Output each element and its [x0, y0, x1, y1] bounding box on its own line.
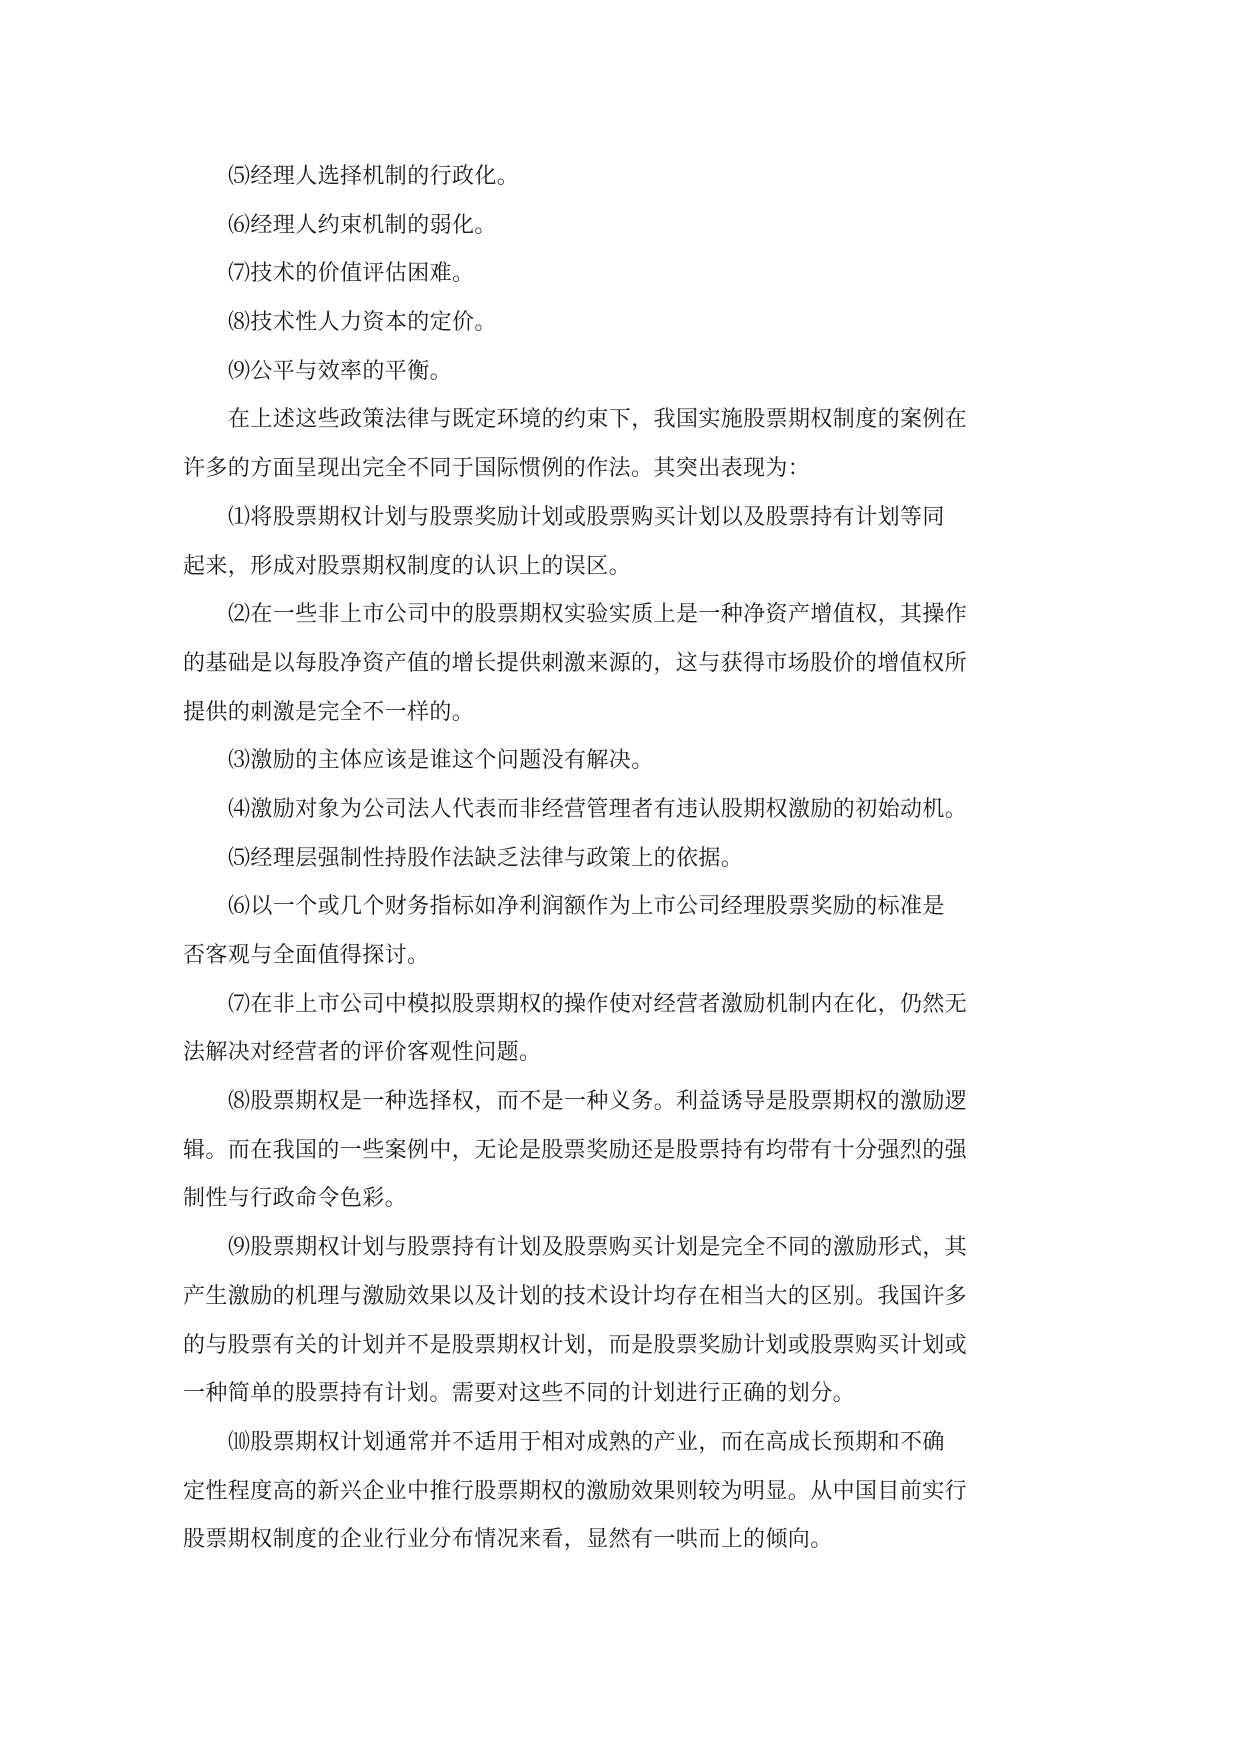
paragraph-line: 制性与行政命令色彩。 [183, 1186, 408, 1212]
paragraph-first-line: ⑹以一个或几个财务指标如净利润额作为上市公司经理股票奖励的标准是 [228, 894, 945, 920]
paragraph [183, 396, 1063, 493]
paragraph [183, 494, 1063, 591]
paragraph-line: 的与股票有关的计划并不是股票期权计划，而是股票奖励计划或股票购买计划或 [183, 1332, 968, 1358]
paragraph-line: 股票期权制度的企业行业分布情况来看，显然有一哄而上的倾向。 [183, 1527, 833, 1553]
paragraph [183, 202, 1063, 251]
paragraph-first-line: ⑶激励的主体应该是谁这个问题没有解决。 [228, 748, 654, 774]
paragraph-first-line: ⑺在非上市公司中模拟股票期权的操作使对经营者激励机制内在化，仍然无 [228, 991, 968, 1017]
paragraph [183, 348, 1063, 397]
paragraph [183, 591, 1063, 737]
paragraph-first-line: ⑸经理人选择机制的行政化。 [228, 164, 520, 189]
paragraph-line: 产生激励的机理与激励效果以及计划的技术设计均存在相当大的区别。我国许多 [183, 1283, 968, 1309]
paragraph-line: 的基础是以每股净资产值的增长提供刺激来源的，这与获得市场股价的增值权所 [183, 650, 968, 676]
paragraph [183, 786, 1063, 835]
paragraph-line: 否客观与全面值得探讨。 [183, 943, 430, 968]
paragraph-first-line: ⑷激励对象为公司法人代表而非经营管理者有违认股期权激励的初始动机。 [228, 796, 968, 822]
paragraph-line: 法解决对经营者的评价客观性问题。 [183, 1040, 542, 1066]
paragraph-first-line: ⑹经理人约束机制的弱化。 [228, 212, 497, 238]
paragraph [183, 1224, 1063, 1419]
paragraph-line: 许多的方面呈现出完全不同于国际惯例的作法。其突出表现为： [183, 456, 811, 482]
paragraph-line: 提供的刺激是完全不一样的。 [183, 699, 475, 725]
paragraph [183, 981, 1063, 1078]
paragraph [183, 737, 1063, 786]
paragraph [183, 1078, 1063, 1224]
paragraph-first-line: ⑼股票期权计划与股票持有计划及股票购买计划是完全不同的激励形式，其 [228, 1235, 968, 1261]
paragraph-first-line: ⑻技术性人力资本的定价。 [228, 310, 497, 336]
paragraph-first-line: ⑵在一些非上市公司中的股票期权实验实质上是一种净资产增值权，其操作 [228, 602, 968, 628]
paragraph-first-line: ⑴将股票期权计划与股票奖励计划或股票购买计划以及股票持有计划等同 [228, 504, 945, 530]
paragraph-first-line: ⑻股票期权是一种选择权，而不是一种义务。利益诱导是股票期权的激励逻 [228, 1089, 968, 1115]
paragraph [183, 835, 1063, 884]
paragraph-first-line: 在上述这些政策法律与既定环境的约束下，我国实施股票期权制度的案例在 [228, 407, 968, 433]
paragraph-line: 定性程度高的新兴企业中推行股票期权的激励效果则较为明显。从中国目前实行 [183, 1478, 968, 1504]
paragraph-first-line: ⑸经理层强制性持股作法缺乏法律与政策上的依据。 [228, 845, 744, 871]
paragraph [183, 153, 1063, 202]
paragraph [183, 250, 1063, 299]
body-text [183, 153, 1063, 1565]
paragraph-first-line: ⑺技术的价值评估困难。 [228, 261, 475, 287]
paragraph [183, 1419, 1063, 1565]
paragraph [183, 299, 1063, 348]
paragraph-line: 辑。而在我国的一些案例中，无论是股票奖励还是股票持有均带有十分强烈的强 [183, 1137, 968, 1163]
paragraph-first-line: ⑼公平与效率的平衡。 [228, 358, 453, 384]
paragraph-first-line: ⑽股票期权计划通常并不适用于相对成熟的产业，而在高成长预期和不确 [228, 1429, 945, 1455]
paragraph-line: 一种简单的股票持有计划。需要对这些不同的计划进行正确的划分。 [183, 1381, 856, 1407]
paragraph [183, 883, 1063, 980]
paragraph-line: 起来，形成对股票期权制度的认识上的误区。 [183, 553, 632, 579]
